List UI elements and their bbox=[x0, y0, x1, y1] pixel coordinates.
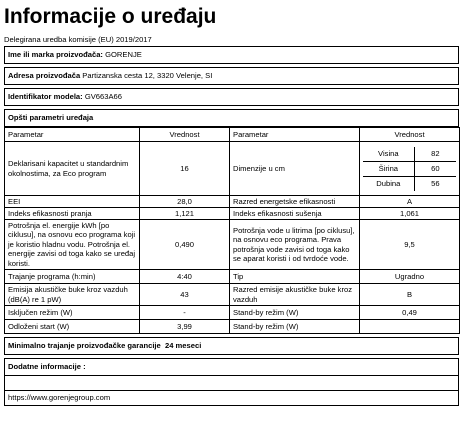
header-value: Vrednost bbox=[140, 128, 230, 142]
noise-label: Emisija akustičke buke kroz vazduh (dB(A) re 1 pW) bbox=[5, 284, 140, 306]
dimensions-label: Dimenzije u cm bbox=[230, 142, 360, 196]
standby-2-value bbox=[360, 320, 460, 334]
energy-consumption-value: 0,490 bbox=[140, 220, 230, 270]
additional-info-row: Dodatne informacije : bbox=[4, 358, 459, 376]
energy-class-label: Razred energetske efikasnosti bbox=[230, 196, 360, 208]
dry-index-value: 1,061 bbox=[360, 208, 460, 220]
water-consumption-value: 9,5 bbox=[360, 220, 460, 270]
type-label: Tip bbox=[230, 270, 360, 284]
table-row bbox=[5, 196, 460, 208]
duration-value: 4:40 bbox=[140, 270, 230, 284]
header-param-2: Parametar bbox=[230, 128, 360, 142]
website-link[interactable]: https://www.gorenjegroup.com bbox=[4, 391, 459, 406]
brand-row bbox=[4, 46, 459, 64]
table-row bbox=[5, 208, 460, 220]
table-row bbox=[5, 306, 460, 320]
height-label: Visina bbox=[363, 147, 414, 162]
standby-value: 0,49 bbox=[360, 306, 460, 320]
standby-2-label: Stand-by režim (W) bbox=[230, 320, 360, 334]
width-value: 60 bbox=[414, 161, 456, 176]
delay-start-label: Odloženi start (W) bbox=[5, 320, 140, 334]
general-parameters-heading: Opšti parametri uređaja bbox=[4, 109, 459, 127]
noise-class-value: B bbox=[360, 284, 460, 306]
header-value-2: Vrednost bbox=[360, 128, 460, 142]
brand-label: Ime ili marka proizvođača: bbox=[8, 50, 103, 59]
table-row bbox=[5, 270, 460, 284]
brand-value: GORENJE bbox=[105, 50, 142, 59]
depth-value: 56 bbox=[414, 176, 456, 191]
depth-label: Dubina bbox=[376, 178, 401, 188]
noise-class-label: Razred emisije akustičke buke kroz vazduh bbox=[230, 284, 360, 306]
capacity-value: 16 bbox=[140, 142, 230, 196]
dimensions-cell bbox=[360, 142, 460, 196]
page-title: Informacije o uređaju bbox=[4, 5, 217, 28]
eei-value: 28,0 bbox=[140, 196, 230, 208]
warranty-row bbox=[4, 337, 459, 355]
model-label: Identifikator modela: bbox=[8, 92, 83, 101]
table-row bbox=[5, 220, 460, 270]
energy-consumption-label: Potrošnja el. energije kWh [po ciklusu], na osnovu eco programa koji je koristio hladnu vodu. Potrošnja el. energije zavisi od toga kako se uređaj koristi. bbox=[5, 220, 140, 270]
width-label: Širina bbox=[363, 161, 414, 176]
wash-index-value: 1,121 bbox=[140, 208, 230, 220]
water-consumption-label: Potrošnja vode u litrima [po ciklusu], na osnovu eco programa. Prava potrošnja vode zavisi od toga kako se aparat koristi i od tvrdoće vode. bbox=[230, 220, 360, 270]
duration-label: Trajanje programa (h:min) bbox=[5, 270, 140, 284]
off-mode-value: - bbox=[140, 306, 230, 320]
wash-index-label: Indeks efikasnosti pranja bbox=[5, 208, 140, 220]
table-header-row bbox=[5, 128, 460, 142]
warranty-label: Minimalno trajanje proizvođačke garancije bbox=[8, 341, 161, 350]
standby-label: Stand-by režim (W) bbox=[230, 306, 360, 320]
dimensions-table bbox=[363, 147, 456, 191]
energy-class-value: A bbox=[360, 196, 460, 208]
delay-start-value: 3,99 bbox=[140, 320, 230, 334]
table-row bbox=[5, 284, 460, 306]
table-row bbox=[5, 320, 460, 334]
address-label: Adresa proizvođača bbox=[8, 71, 81, 80]
dry-index-label: Indeks efikasnosti sušenja bbox=[230, 208, 360, 220]
table-row bbox=[5, 142, 460, 196]
type-value: Ugradno bbox=[360, 270, 460, 284]
model-row bbox=[4, 88, 459, 106]
spacer-row bbox=[4, 376, 459, 391]
page-subtitle: Delegirana uredba komisije (EU) 2019/2017 bbox=[4, 35, 152, 44]
capacity-label: Deklarisani kapacitet u standardnim okolnostima, za Eco program bbox=[5, 142, 140, 196]
address-value: Partizanska cesta 12, 3320 Velenje, SI bbox=[82, 71, 213, 80]
product-information-sheet bbox=[4, 4, 459, 406]
off-mode-label: Isključen režim (W) bbox=[5, 306, 140, 320]
header-param: Parametar bbox=[5, 128, 140, 142]
warranty-value: 24 meseci bbox=[165, 341, 202, 350]
eei-label: EEI bbox=[5, 196, 140, 208]
parameters-table bbox=[4, 127, 460, 334]
model-value: GV663A66 bbox=[84, 92, 122, 101]
noise-value: 43 bbox=[140, 284, 230, 306]
height-value: 82 bbox=[414, 147, 456, 162]
address-row bbox=[4, 67, 459, 85]
